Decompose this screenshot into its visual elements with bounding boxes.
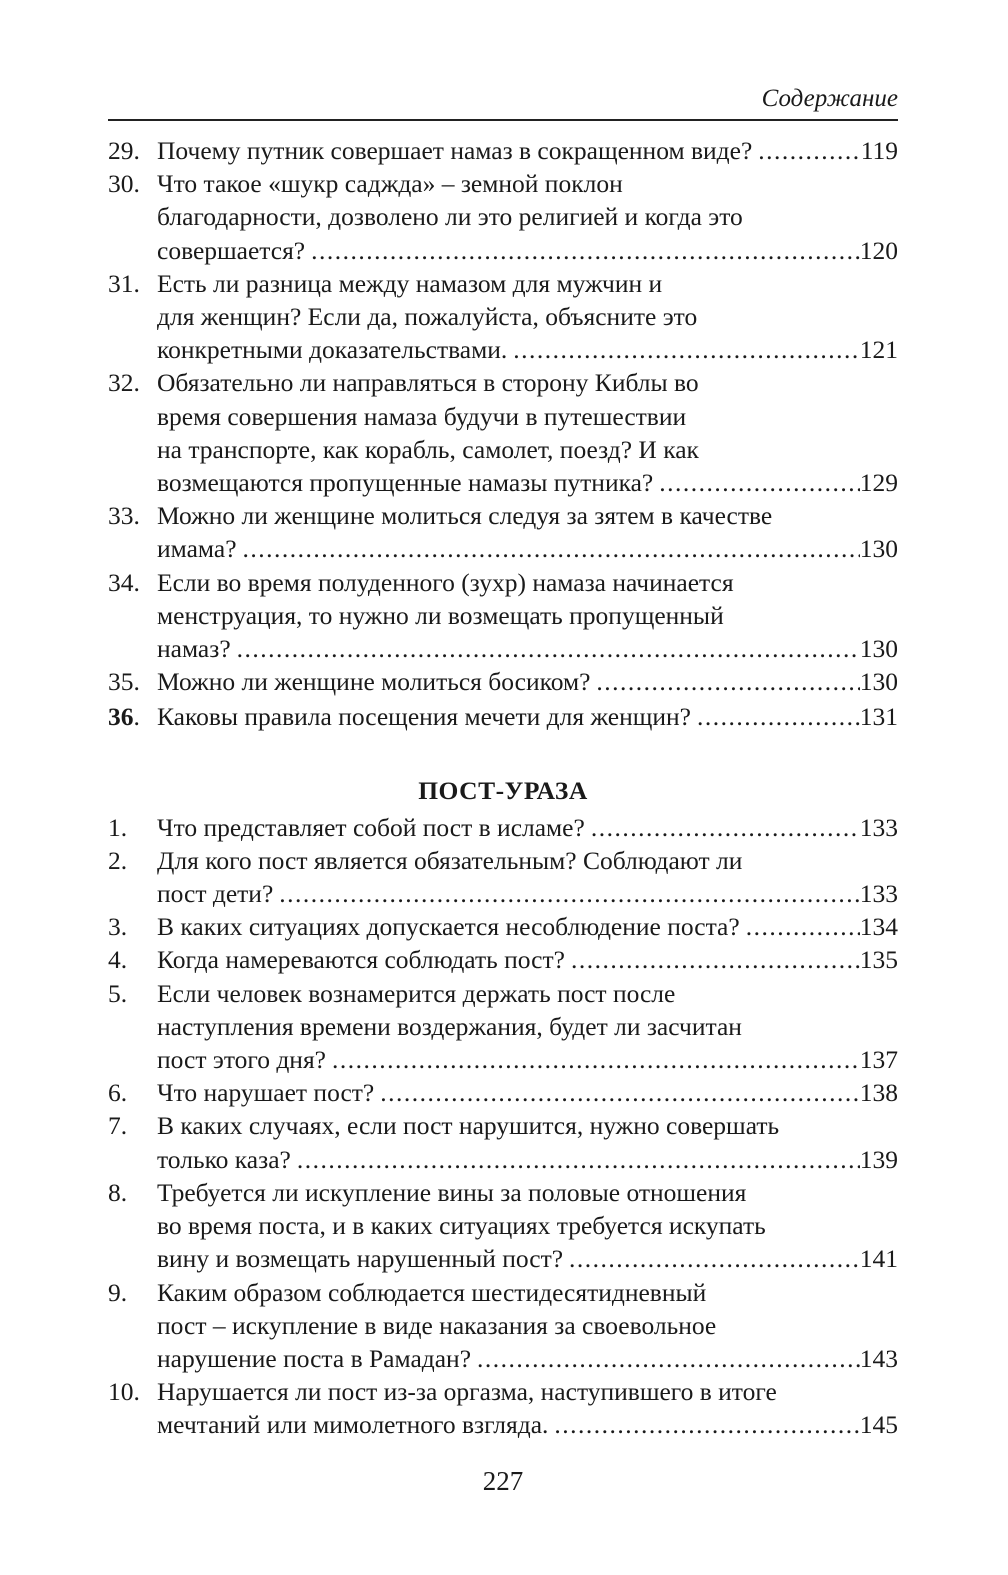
toc-list-prayer — [108, 134, 898, 734]
toc-entry — [108, 1109, 898, 1175]
entry-number-value: 31. — [108, 268, 140, 298]
entry-number-value: 36 — [108, 702, 134, 732]
entry-line: Что такое «шукр саджда» – земной поклон — [157, 169, 623, 199]
entry-line: на транспорте, как корабль, самолет, поезд? И как — [157, 434, 699, 464]
entry-number-value: 7. — [108, 1111, 128, 1141]
dot-leader — [273, 877, 859, 910]
entry-text — [157, 844, 898, 910]
entry-page-number: 130 — [859, 534, 898, 564]
table-of-contents — [108, 134, 898, 1442]
entry-line: В каких случаях, если пост нарушится, нужно совершать — [157, 1111, 780, 1141]
dot-leader — [565, 943, 860, 976]
entry-last-line — [157, 1408, 898, 1441]
entry-line: Можно ли женщине молиться босиком? — [157, 667, 591, 697]
entry-line: Если во время полуденного (зухр) намаза начинается — [157, 567, 734, 597]
entry-number-value: 8. — [108, 1177, 128, 1207]
toc-entry — [108, 267, 898, 367]
entry-text — [157, 134, 898, 167]
entry-number — [108, 977, 157, 1010]
entry-text — [157, 167, 898, 267]
entry-page-number: 130 — [859, 667, 898, 697]
entry-page-number: 129 — [859, 468, 898, 498]
dot-leader — [691, 700, 860, 733]
entry-line: совершается? — [157, 235, 306, 265]
toc-entry — [108, 167, 898, 267]
entry-text — [157, 1176, 898, 1276]
dot-leader — [305, 234, 860, 267]
entry-number-value: 4. — [108, 945, 128, 975]
entry-last-line — [157, 1242, 898, 1275]
page-number: 227 — [482, 1466, 524, 1496]
entry-last-line — [157, 632, 898, 665]
entry-page-number: 130 — [859, 634, 898, 664]
entry-number-value: 34. — [108, 567, 140, 597]
entry-line: для женщин? Если да, пожалуйста, объясните это — [157, 302, 698, 332]
toc-entry — [108, 1176, 898, 1276]
entry-page-number: 133 — [859, 812, 898, 842]
entry-last-line — [157, 811, 898, 844]
dot-leader — [326, 1043, 860, 1076]
dot-leader — [653, 466, 860, 499]
entry-last-line — [157, 877, 898, 910]
dot-leader — [752, 134, 860, 167]
entry-page-number: 121 — [859, 335, 898, 365]
entry-page-number: 120 — [859, 235, 898, 265]
entry-page-number: 133 — [859, 879, 898, 909]
entry-page-number: 137 — [859, 1045, 898, 1075]
entry-line: пост – искупление в виде наказания за своевольное — [157, 1310, 717, 1340]
entry-number — [108, 665, 157, 698]
entry-number — [108, 1109, 157, 1142]
entry-page-number: 145 — [859, 1410, 898, 1440]
entry-line: Почему путник совершает намаз в сокращенном виде? — [157, 136, 753, 165]
entry-page-number: 143 — [859, 1343, 898, 1373]
entry-line: Если человек вознамерится держать пост после — [157, 978, 676, 1008]
entry-number — [108, 167, 157, 200]
entry-number — [108, 1176, 157, 1209]
entry-line: Обязательно ли направляться в сторону Киблы во — [157, 368, 699, 398]
entry-text — [157, 910, 898, 943]
entry-last-line — [157, 1143, 898, 1176]
entry-number — [108, 811, 157, 844]
toc-entry — [108, 366, 898, 499]
header-rule — [108, 119, 898, 121]
entry-line: Для кого пост является обязательным? Соблюдают ли — [157, 845, 743, 875]
toc-entry — [108, 977, 898, 1077]
entry-number — [108, 499, 157, 532]
entry-number-value: 33. — [108, 501, 140, 531]
entry-number-value: 6. — [108, 1078, 128, 1108]
entry-number — [108, 1276, 157, 1309]
entry-text — [157, 566, 898, 666]
entry-line: Нарушается ли пост из-за оргазма, наступившего в итоге — [157, 1377, 777, 1407]
entry-number — [108, 1375, 157, 1408]
entry-line: Когда намереваются соблюдать пост? — [157, 945, 565, 975]
entry-number — [108, 134, 157, 167]
dot-leader — [548, 1408, 859, 1441]
entry-line: пост этого дня? — [157, 1045, 326, 1075]
entry-number — [108, 566, 157, 599]
dot-leader — [563, 1242, 860, 1275]
entry-number-value: 35. — [108, 667, 140, 697]
dot-leader — [471, 1342, 860, 1375]
entry-line: возмещаются пропущенные намазы путника? — [157, 468, 654, 498]
entry-line: Что нарушает пост? — [157, 1078, 375, 1108]
entry-line: благодарности, дозволено ли это религией и когда это — [157, 202, 743, 232]
entry-line: конкретными доказательствами. — [157, 335, 508, 365]
entry-last-line — [157, 1076, 898, 1109]
toc-list-fasting — [108, 811, 898, 1442]
entry-text — [157, 700, 898, 733]
entry-page-number: 131 — [859, 702, 898, 732]
book-page — [108, 0, 898, 1575]
entry-last-line — [157, 466, 898, 499]
entry-last-line — [157, 665, 898, 698]
entry-line: намаз? — [157, 634, 231, 664]
toc-entry — [108, 943, 898, 976]
entry-number-suffix: . — [133, 702, 140, 732]
entry-text — [157, 1109, 898, 1175]
entry-line: Есть ли разница между намазом для мужчин и — [157, 268, 663, 298]
entry-last-line — [157, 1342, 898, 1375]
entry-line: пост дети? — [157, 879, 274, 909]
toc-entry — [108, 811, 898, 844]
dot-leader — [291, 1143, 860, 1176]
entry-page-number: 139 — [859, 1144, 898, 1174]
entry-number-value: 29. — [108, 136, 140, 165]
entry-last-line — [157, 700, 898, 733]
toc-entry — [108, 1076, 898, 1109]
entry-page-number: 134 — [859, 912, 898, 942]
entry-line: Каким образом соблюдается шестидесятидневный — [157, 1277, 707, 1307]
entry-number-value: 30. — [108, 169, 140, 199]
entry-last-line — [157, 532, 898, 565]
entry-line: Что представляет собой пост в исламе? — [157, 812, 585, 842]
entry-number — [108, 267, 157, 300]
entry-text — [157, 499, 898, 565]
dot-leader — [590, 665, 859, 698]
entry-line: Можно ли женщине молиться следуя за зятем в качестве — [157, 501, 773, 531]
entry-text — [157, 811, 898, 844]
entry-line: во время поста, и в каких ситуациях требуется искупать — [157, 1211, 766, 1241]
entry-number-value: 3. — [108, 912, 128, 942]
entry-number-value: 1. — [108, 812, 128, 842]
toc-entry — [108, 844, 898, 910]
entry-line: Каковы правила посещения мечети для женщин? — [157, 702, 691, 732]
entry-last-line — [157, 1043, 898, 1076]
toc-entry — [108, 1276, 898, 1376]
toc-entry — [108, 499, 898, 565]
toc-entry — [108, 700, 898, 733]
dot-leader — [507, 333, 859, 366]
entry-text — [157, 1375, 898, 1441]
toc-entry — [108, 1375, 898, 1441]
entry-number — [108, 1076, 157, 1109]
dot-leader — [740, 910, 860, 943]
toc-entry — [108, 134, 898, 167]
entry-line: время совершения намаза будучи в путешествии — [157, 401, 687, 431]
entry-line: только каза? — [157, 1144, 291, 1174]
entry-number — [108, 700, 157, 733]
entry-last-line — [157, 943, 898, 976]
toc-entry — [108, 665, 898, 698]
entry-number-value: 5. — [108, 978, 128, 1008]
entry-line: вину и возмещать нарушенный пост? — [157, 1244, 564, 1274]
dot-leader — [585, 811, 860, 844]
dot-leader — [374, 1076, 860, 1109]
entry-text — [157, 943, 898, 976]
entry-line: В каких ситуациях допускается несоблюдение поста? — [157, 912, 740, 942]
entry-number-value: 2. — [108, 845, 128, 875]
entry-last-line — [157, 234, 898, 267]
entry-line: менструация, то нужно ли возмещать пропущенный — [157, 600, 724, 630]
entry-line: имама? — [157, 534, 237, 564]
entry-number — [108, 844, 157, 877]
entry-text — [157, 977, 898, 1077]
toc-entry — [108, 910, 898, 943]
entry-number-value: 10. — [108, 1377, 140, 1407]
entry-number — [108, 943, 157, 976]
entry-text — [157, 1076, 898, 1109]
toc-entry — [108, 566, 898, 666]
entry-text — [157, 366, 898, 499]
entry-page-number: 135 — [859, 945, 898, 975]
entry-line: Требуется ли искупление вины за половые отношения — [157, 1177, 747, 1207]
entry-line: наступления времени воздержания, будет ли засчитан — [157, 1011, 742, 1041]
dot-leader — [237, 532, 860, 565]
entry-number-value: 9. — [108, 1277, 128, 1307]
entry-number — [108, 366, 157, 399]
entry-page-number: 141 — [859, 1244, 898, 1274]
entry-text — [157, 665, 898, 698]
entry-text — [157, 267, 898, 367]
entry-last-line — [157, 134, 898, 167]
entry-last-line — [157, 333, 898, 366]
entry-number-value: 32. — [108, 368, 140, 398]
entry-page-number: 119 — [860, 136, 898, 165]
running-head: Содержание — [761, 85, 898, 112]
entry-last-line — [157, 910, 898, 943]
entry-page-number: 138 — [859, 1078, 898, 1108]
entry-line: мечтаний или мимолетного взгляда. — [157, 1410, 549, 1440]
section-title: ПОСТ-УРАЗА — [418, 775, 588, 805]
entry-text — [157, 1276, 898, 1376]
dot-leader — [231, 632, 860, 665]
entry-line: нарушение поста в Рамадан? — [157, 1343, 472, 1373]
entry-number — [108, 910, 157, 943]
